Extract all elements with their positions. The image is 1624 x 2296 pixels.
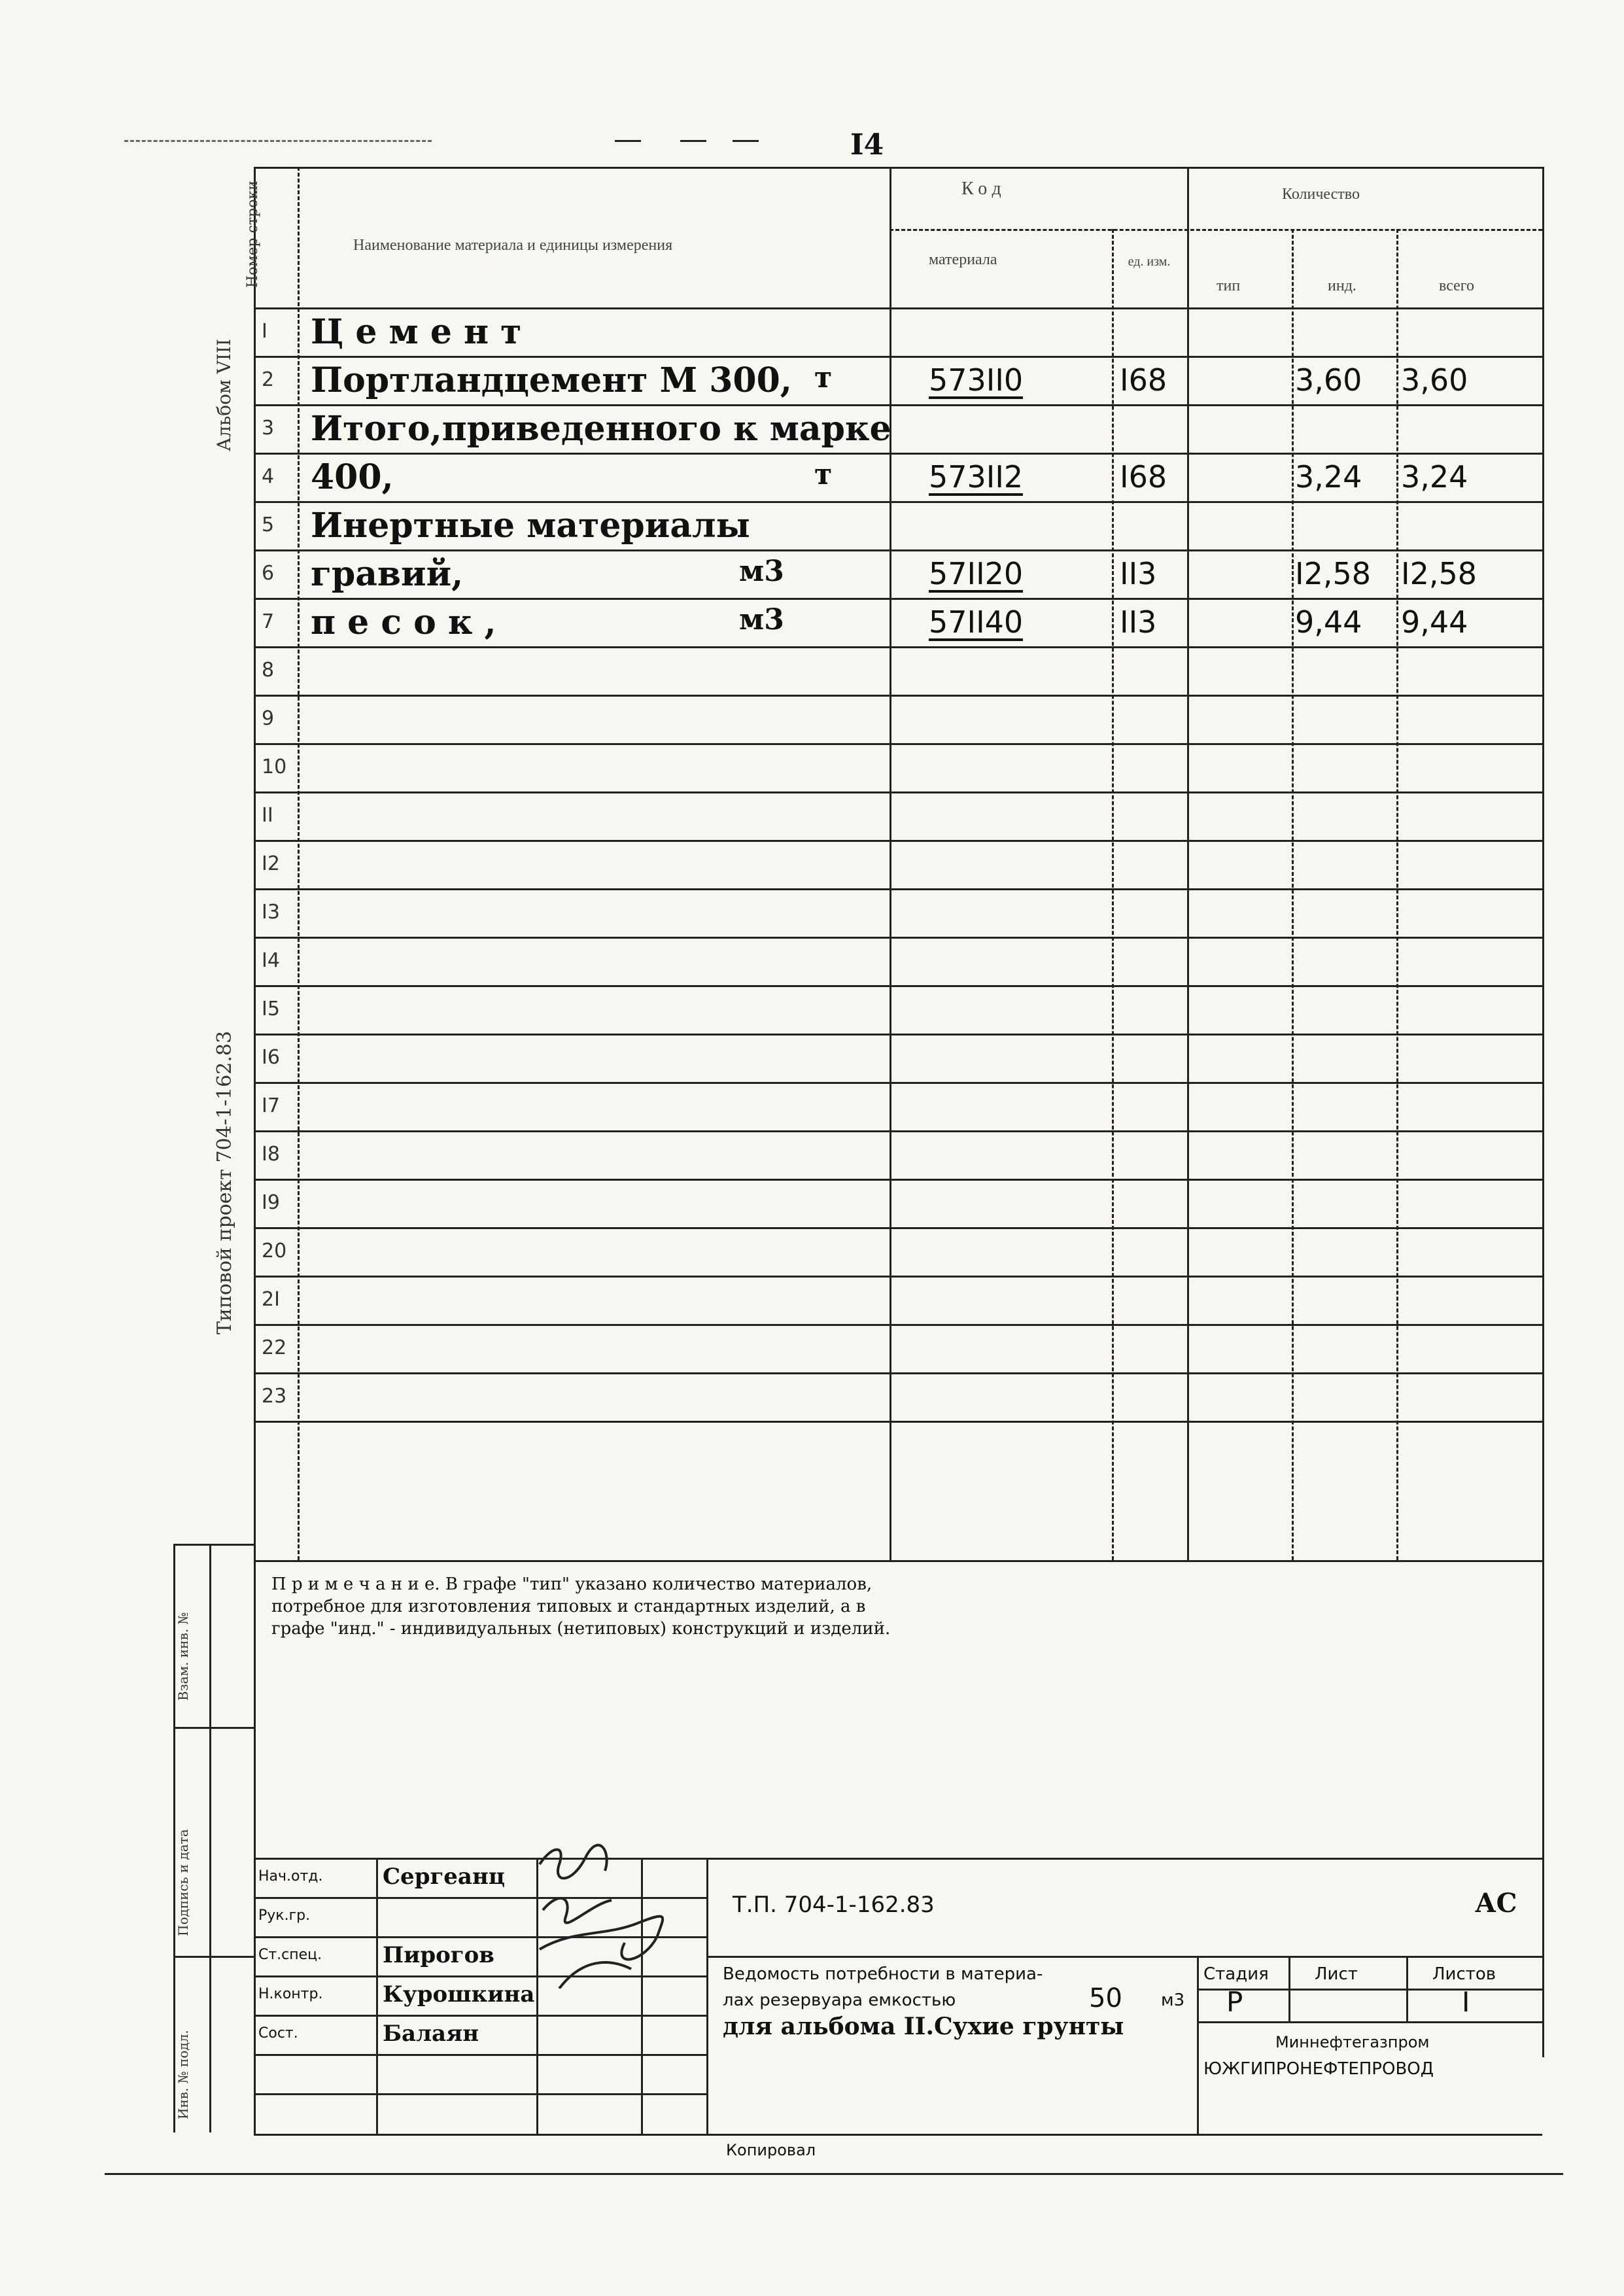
row-number: II (262, 804, 273, 827)
row-number: I4 (262, 949, 280, 972)
row-number: 7 (262, 610, 275, 633)
stage-value: Р (1226, 1986, 1243, 2018)
material-code: 57II40 (929, 604, 1024, 640)
table-row-line (254, 404, 1542, 406)
material-name: Итого,приведенного к марке (311, 409, 891, 449)
table-row-line (254, 791, 1542, 793)
header-qty-ind: инд. (1328, 277, 1356, 294)
stamp-strip-div (173, 1956, 254, 1958)
frame-top (254, 167, 1542, 169)
top-margin-line (680, 140, 706, 142)
row-number: 2 (262, 368, 275, 391)
row-number: I8 (262, 1143, 280, 1166)
row-number: 9 (262, 707, 275, 730)
total-column-line (1396, 229, 1398, 1560)
tb-role: Ст.спец. (258, 1947, 322, 1963)
copied-label: Копировал (726, 2141, 816, 2159)
row-number: I9 (262, 1191, 280, 1214)
table-row-line (254, 1372, 1542, 1374)
ind-column-line (1292, 229, 1294, 1560)
unit-code-column-line (1112, 229, 1114, 1560)
table-row-line (254, 840, 1542, 842)
table-row-line (254, 598, 1542, 600)
titleblock-main-divider (706, 1858, 708, 2134)
code-column-line (890, 167, 891, 1560)
material-name: Инертные материалы (311, 506, 750, 546)
qty-total: 3,24 (1401, 459, 1468, 495)
qty-ind: 9,44 (1295, 604, 1362, 640)
material-unit: м3 (739, 603, 784, 636)
row-number: 23 (262, 1385, 287, 1408)
table-row-line (254, 1130, 1542, 1132)
tb-row-line (254, 2015, 706, 2017)
desc-line-1: Ведомость потребности в материа- (723, 1964, 1043, 1984)
row-number: I6 (262, 1046, 280, 1069)
header-row-number: Номер строки (245, 181, 261, 288)
page-number: I4 (850, 128, 884, 162)
org-line-1: Миннефтегазпром (1275, 2033, 1430, 2051)
table-row-line (254, 1276, 1542, 1278)
table-row-line (254, 1324, 1542, 1326)
material-code: 573II0 (929, 362, 1024, 398)
header-qty-typ: тип (1217, 277, 1241, 294)
material-name: гравий, (311, 554, 464, 594)
table-row-line (254, 1082, 1542, 1084)
frame-bottom (254, 2134, 1542, 2136)
row-number: 3 (262, 417, 275, 440)
row-number: I7 (262, 1094, 280, 1117)
sheet-col-line (1406, 1956, 1408, 2021)
header-qty-total: всего (1439, 277, 1475, 294)
tb-role: Н.контр. (258, 1986, 323, 2002)
row-number: I (262, 320, 268, 343)
row-number: 20 (262, 1240, 287, 1262)
tb-row-line (254, 2054, 706, 2056)
table-row-line (254, 646, 1542, 648)
row-number: 22 (262, 1336, 287, 1359)
header-quantity: Количество (1282, 186, 1360, 203)
tb-role: Рук.гр. (258, 1907, 311, 1924)
unit-code: II3 (1120, 604, 1157, 640)
titleblock-top (254, 1858, 1542, 1860)
quantity-column-line (1187, 167, 1189, 1560)
handwritten-signatures (533, 1838, 670, 1989)
unit-code: II3 (1120, 556, 1157, 591)
desc-line-2: лах резервуара емкостью (723, 1991, 956, 2010)
qty-total: 3,60 (1401, 362, 1468, 398)
note-text: П р и м е ч а н и е. В графе "тип" указано количество материалов, потребное для изготовления типовых и стандартных изделий, а в графе "инд." - индивидуальных (нетиповых) конструкций и изделий. (271, 1574, 891, 1639)
stamp-col2: Подпись и дата (175, 1829, 191, 1936)
desc-line-3: для альбома II.Сухие грунты (723, 2013, 1124, 2040)
header-code-material: материала (929, 251, 997, 268)
header-name: Наименование материала и единицы измерения (353, 237, 673, 254)
material-unit: м3 (739, 555, 784, 588)
unit-code: I68 (1120, 362, 1167, 398)
table-row-line (254, 501, 1542, 503)
row-number: 6 (262, 562, 275, 585)
stage-values-bottom (1197, 2021, 1542, 2023)
top-margin-line (615, 140, 641, 142)
table-row-line (254, 985, 1542, 987)
row-number: I3 (262, 901, 280, 924)
tb-name: Пирогов (383, 1942, 494, 1968)
unit-code: I68 (1120, 459, 1167, 495)
project-label: Типовой проект 704-1-162.83 (213, 1030, 236, 1334)
table-row-line (254, 888, 1542, 890)
stamp-col1: Инв. № подл. (175, 2030, 191, 2119)
qty-total: 9,44 (1401, 604, 1468, 640)
material-name: Ц е м е н т (311, 312, 522, 352)
table-row-line (254, 549, 1542, 551)
tb-role: Нач.отд. (258, 1868, 323, 1885)
stage-col-line (1288, 1956, 1290, 2021)
table-row-line (254, 937, 1542, 939)
row-number: 10 (262, 756, 287, 778)
header-subdivision-line (890, 229, 1542, 231)
table-row-line (254, 1421, 1542, 1423)
qty-ind: 3,60 (1295, 362, 1362, 398)
table-row-line (254, 743, 1542, 745)
row-number: I5 (262, 998, 280, 1020)
table-bottom-line (254, 1560, 1542, 1562)
tb-row-line (254, 2093, 706, 2095)
tb-grid-line (376, 1858, 378, 2134)
sheet-label: Лист (1315, 1964, 1358, 1984)
material-name: 400, (311, 457, 394, 497)
stamp-col3: Взам. инв. № (175, 1612, 191, 1701)
table-row-line (254, 1034, 1542, 1035)
sheets-label: Листов (1432, 1964, 1496, 1984)
capacity-unit: м3 (1161, 1991, 1185, 2010)
header-code-unit: ед. изм. (1128, 254, 1171, 269)
capacity-value: 50 (1089, 1983, 1122, 2013)
top-margin-line (124, 140, 432, 142)
frame-left (254, 167, 256, 2136)
table-row-line (254, 695, 1542, 697)
page-bottom-line (105, 2173, 1563, 2175)
row-number: 4 (262, 465, 275, 488)
stage-label: Стадия (1203, 1964, 1269, 1984)
row-number: I2 (262, 852, 280, 875)
row-number-column-line (298, 167, 300, 1560)
table-row-line (254, 1179, 1542, 1181)
stage-header-bottom (1197, 1989, 1542, 1991)
tb-name: Балаян (383, 2021, 479, 2047)
titleblock-code-bottom (706, 1956, 1542, 1958)
header-bottom-line (254, 307, 1542, 309)
tb-name: Курошкина (383, 1981, 535, 2008)
row-number: 5 (262, 513, 275, 536)
material-unit: т (814, 361, 833, 394)
frame-right (1542, 167, 1544, 2057)
table-row-line (254, 453, 1542, 455)
table-row-line (254, 356, 1542, 358)
row-number: 8 (262, 659, 275, 682)
stamp-strip-mid (209, 1544, 211, 2132)
material-code: 57II20 (929, 556, 1024, 591)
sheets-value: I (1462, 1986, 1470, 2018)
stamp-strip-top (173, 1544, 254, 1546)
table-row-line (254, 1227, 1542, 1229)
material-unit: т (814, 458, 833, 491)
doc-code: Т.П. 704-1-162.83 (733, 1892, 935, 1918)
org-line-2: ЮЖГИПРОНЕФТЕПРОВОД (1203, 2059, 1434, 2079)
qty-ind: I2,58 (1295, 556, 1371, 591)
album-label: Альбом VIII (213, 338, 235, 451)
material-name: Портландцемент М 300, (311, 360, 792, 400)
tb-name: Сергеанц (383, 1864, 505, 1890)
row-number: 2I (262, 1288, 280, 1311)
header-code: Код (961, 179, 1007, 199)
qty-ind: 3,24 (1295, 459, 1362, 495)
material-name: п е с о к , (311, 602, 496, 642)
stamp-strip-div (173, 1727, 254, 1729)
qty-total: I2,58 (1401, 556, 1477, 591)
material-code: 573II2 (929, 459, 1024, 495)
doc-mark: АС (1475, 1888, 1517, 1919)
tb-role: Сост. (258, 2025, 298, 2042)
titleblock-stage-divider (1197, 1956, 1199, 2134)
top-margin-line (733, 140, 759, 142)
